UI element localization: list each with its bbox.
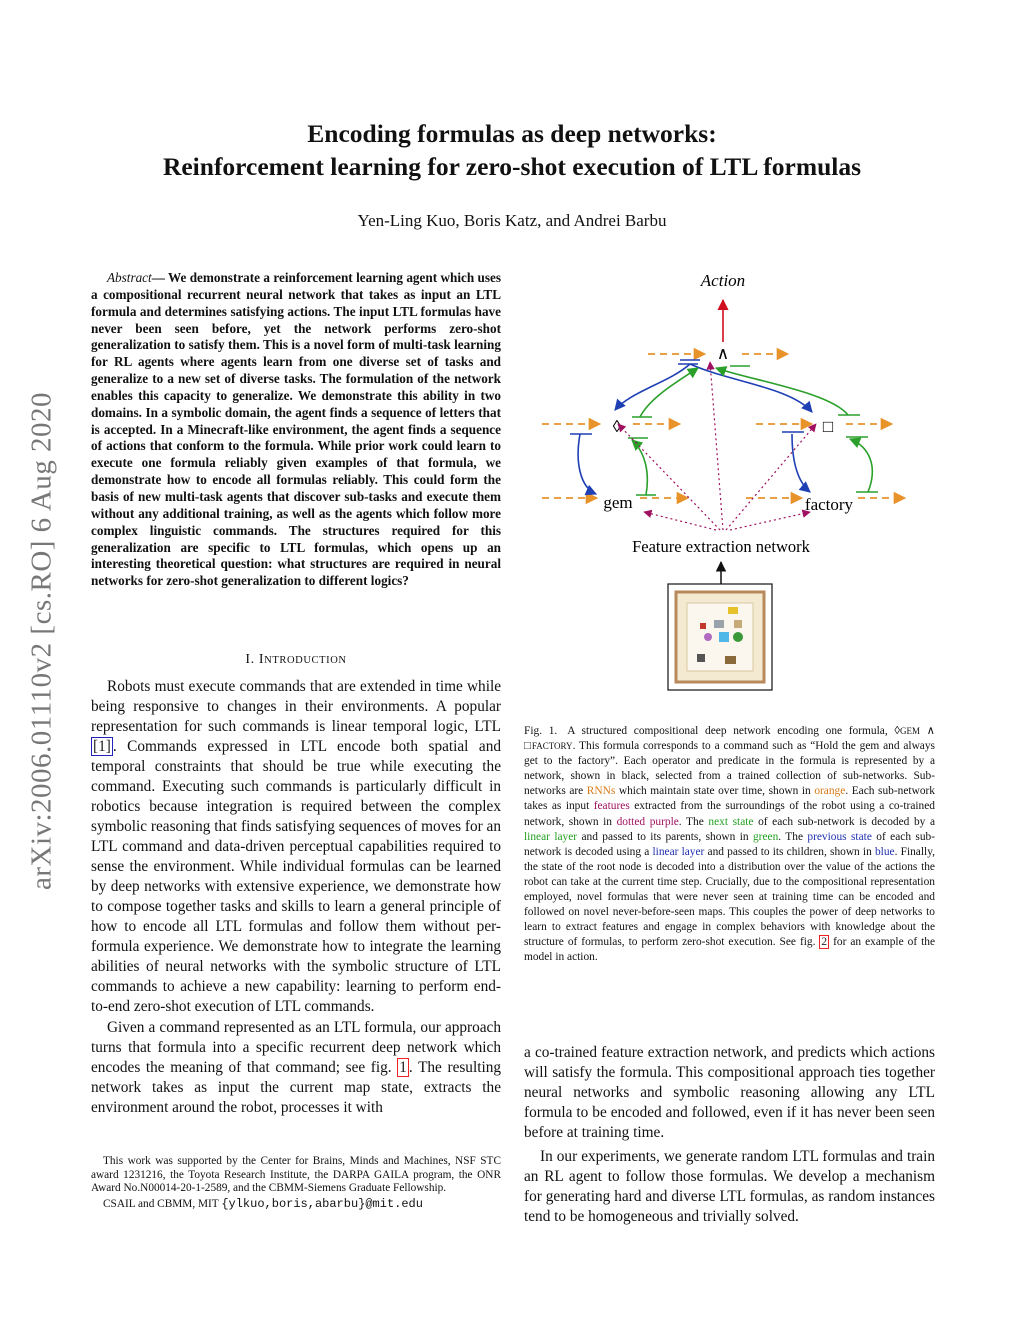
- citation-link[interactable]: [1]: [93, 738, 111, 755]
- caption-text-10: . The: [778, 830, 808, 843]
- and-operator-node: ∧: [716, 344, 730, 363]
- feature-to-factory: [730, 512, 810, 530]
- intro-p1-text-b: . Commands expressed in LTL encode both spatial and temporal constraints that should be true while executing the command. Executing such commands is particularly difficult in robotics because integration is required between the complex symbolic reasoning that finds satisfying sequences of moves for an LTL command and data-driven perceptual capabilities required to sense the environment. While individual formulas can be learned by deep networks with extensive experience, we demonstrate how to compose together tasks and skills to learn a general principle of how to encode all LTL formulas and follow them without per-formula experience. We demonstrate how to integrate the learning abilities of neural networks with the symbolic structure of LTL commands to achieve a new capability: learning to perform end-to-end zero-shot execution of LTL commands.: [91, 738, 501, 1015]
- caption-blue: blue: [874, 845, 895, 858]
- caption-text-5: . Each sub-network takes as input: [524, 785, 935, 813]
- and-to-always-prev: [690, 364, 812, 412]
- author-list: Yen-Ling Kuo, Boris Katz, and Andrei Barbu: [357, 211, 667, 230]
- intro-p1-text-a: Robots must execute commands that are extended in time while being responsive to changes in their environments. A popular representation for such commands is linear temporal logic, LTL: [91, 678, 501, 735]
- always-operator-node: □: [822, 417, 834, 436]
- intro-p2-text-b: . The resulting network takes as input the current map state, extracts the environment around the robot, processes it with: [91, 1059, 502, 1116]
- arxiv-sidebar: [4, 352, 80, 930]
- title-line-2: Reinforcement learning for zero-shot execution of LTL formulas: [162, 152, 862, 181]
- caption-features: features: [593, 800, 630, 813]
- intro-p2-text-a: Given a command represented as an LTL formula, our approach turns that formula into a specific recurrent deep network which encodes the meaning of that command; see fig.: [91, 1019, 501, 1076]
- caption-linear-layer-green: linear layer: [524, 830, 578, 843]
- section-title-first: I: [258, 652, 265, 667]
- figure-label: Fig. 1.: [524, 725, 558, 737]
- caption-text-12: and passed to its children, shown in: [704, 845, 875, 858]
- caption-gem: GEM: [899, 726, 920, 736]
- intro-paragraph-2: [91, 1018, 501, 1118]
- caption-factory: FACTORY: [531, 741, 573, 752]
- intro-paragraph-1: [91, 677, 501, 1017]
- caption-text-14: for an example of the model in action.: [524, 936, 935, 964]
- caption-rnns: RNNs: [586, 785, 616, 798]
- feature-to-and: [710, 362, 723, 530]
- always-to-factory-prev: [792, 434, 810, 492]
- caption-previous-state: previous state: [807, 830, 872, 843]
- section-number: I.: [245, 652, 255, 667]
- caption-text-13: . Finally, the state of the root node is decoded into a distribution over the value of the actions the robot can take at the current time step. Crucially, due to the compositional representation employed, novel formulas that were never seen at training time can be encoded and followed on novel never-before-seen maps. This couples the power of deep networks to learn to extract features and engage in complex behaviors with knowledge about the structure of formulas, to perform zero-shot execution. See fig.: [524, 845, 935, 949]
- right-paragraph-2: In our experiments, we generate random LTL formulas and train an RL agent to follow those formulas. We develop a mechanism for generating hard and diverse LTL formulas, as random instances tend to be homogeneous and trivially solved.: [524, 1148, 935, 1225]
- caption-orange: orange: [814, 785, 846, 798]
- figure-2-link[interactable]: 2: [821, 936, 828, 949]
- always-to-and-next: [716, 368, 848, 415]
- eventually-operator-node: ◊: [612, 417, 622, 436]
- affiliation-note: [91, 1198, 501, 1212]
- caption-text-3: . This formula corresponds to a command such as “Hold the gem and always get to the factory”. Each operator and predicate in the formula is represented by a network, shown in black, selected from a trained collection of sub-networks. Sub-networks are: [524, 740, 935, 798]
- caption-dotted-purple: dotted purple: [616, 815, 679, 828]
- title-line-1: Encoding formulas as deep networks:: [307, 119, 717, 148]
- feature-to-eventually: [618, 424, 720, 530]
- arxiv-identifier: arXiv:2006.01110v2 [cs.RO] 6 Aug 2020: [25, 391, 58, 891]
- email-addresses: {ylkuo,boris,abarbu}@mit.edu: [221, 1196, 423, 1211]
- gem-predicate-node: gem: [603, 493, 633, 512]
- caption-next-state: next state: [708, 815, 754, 828]
- feature-extraction-label: Feature extraction network: [632, 537, 810, 556]
- caption-text-6: extracted from the surroundings of the robot using a co-trained network, shown in: [524, 800, 935, 828]
- section-title-rest: NTRODUCTION: [264, 655, 347, 666]
- caption-linear-layer-blue: linear layer: [652, 845, 705, 858]
- caption-text-7: . The: [678, 815, 709, 828]
- eventually-to-and-next: [640, 368, 698, 417]
- paper-title: [0, 117, 1024, 183]
- right-column-body: [524, 1043, 935, 1231]
- action-label: Action: [700, 271, 746, 290]
- figure-1-diagram: [520, 262, 940, 702]
- funding-note: This work was supported by the Center for Brains, Minds and Machines, NSF STC award 1231216, the Toyota Research Institute, the DARPA GAILA program, the ONR Award No.N00014-20-1-2589, and the CBMM-Siemens Graduate Fellowship.: [91, 1155, 501, 1195]
- caption-text-8: of each sub-network is decoded by a: [753, 815, 936, 828]
- factory-to-always-next: [850, 439, 872, 492]
- figure-1-caption: [524, 724, 935, 966]
- gem-to-eventually-next: [632, 440, 647, 495]
- minecraft-map-thumbnail: [668, 584, 772, 690]
- figure-link[interactable]: 1: [399, 1059, 407, 1076]
- feature-to-always: [726, 424, 816, 530]
- abstract-label: Abstract: [107, 270, 152, 285]
- abstract: [91, 270, 501, 590]
- section-heading: [91, 652, 501, 668]
- caption-text-9: and passed to its parents, shown in: [577, 830, 753, 843]
- introduction-body: [91, 677, 501, 1119]
- affiliation: CSAIL and CBMM, MIT: [103, 1197, 222, 1210]
- caption-text-4: which maintain state over time, shown in: [615, 785, 815, 798]
- right-paragraph-1: a co-trained feature extraction network, and predicts which actions will satisfy the formula. This compositional approach ties together neural networks and symbolic reasoning allowing any LTL formula to be encoded and followed, even if it has never been seen before at training time.: [524, 1044, 935, 1141]
- caption-text-11: of each sub-network is decoded using a: [524, 830, 936, 858]
- caption-green: green: [752, 830, 779, 843]
- footnote: [91, 1155, 501, 1213]
- factory-predicate-node: factory: [804, 495, 854, 514]
- and-to-eventually-prev: [615, 364, 690, 410]
- caption-text-1: A structured compositional deep network encoding one formula, ◊: [567, 725, 900, 737]
- abstract-text: — We demonstrate a reinforcement learning agent which uses a compositional recurrent neural network that takes as input an LTL formula and determines satisfying actions. The input LTL formulas have never been seen before, yet the network performs zero-shot generalization to satisfy them. This is a novel form of multi-task learning for RL agents where agents learn from one diverse set of tasks and generalize to a new set of diverse tasks. The formulation of the network enables this capacity to generalize. We demonstrate this ability in two domains. In a symbolic domain, the agent finds a sequence of letters that is accepted. In a Minecraft-like environment, the agent finds a sequence of actions that conform to the formula. While prior work could learn to execute one formula reliably given examples of that formula, we demonstrate how to encode all formulas reliably. This could form the basis of new multi-task agents that discover sub-tasks and execute them without any additional training, as well as the agents which follow more complex linguistic commands. The structures required for this generalization are specific to LTL formulas, which opens up an interesting theoretical question: what structures are required in neural networks for zero-shot generalization to different logics?: [91, 270, 501, 589]
- caption-text-2: ∧ □: [524, 725, 936, 753]
- eventually-to-gem-prev: [578, 434, 596, 494]
